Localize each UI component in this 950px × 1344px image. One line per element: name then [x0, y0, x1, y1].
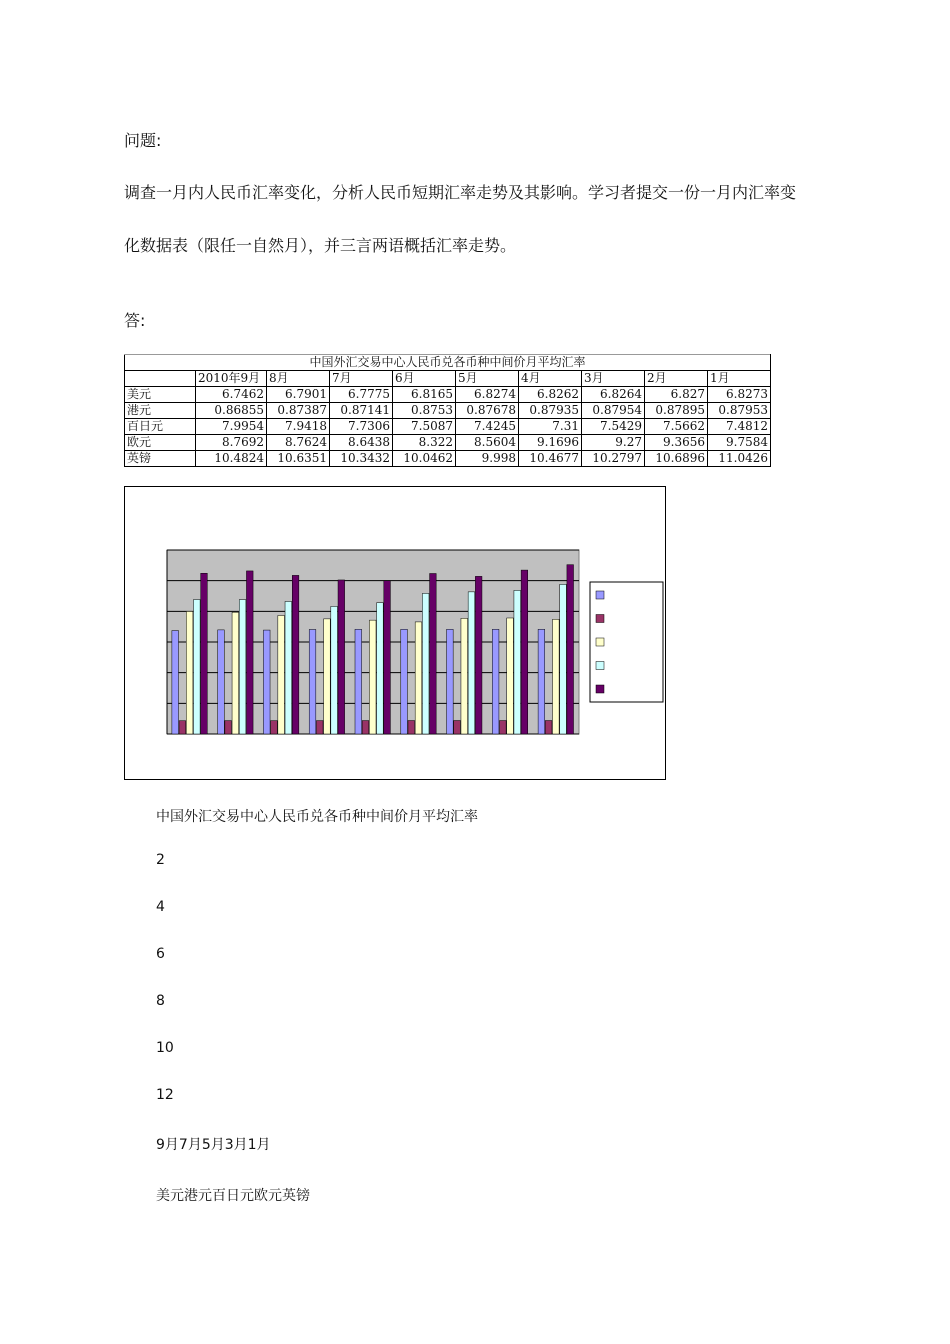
legend-swatch	[596, 662, 604, 670]
table-row	[125, 451, 771, 467]
bar	[355, 629, 362, 734]
legend-swatch	[596, 638, 604, 646]
table-cell: 7.5429	[582, 419, 645, 435]
table-row	[125, 403, 771, 419]
bar	[239, 600, 246, 734]
bar	[545, 721, 552, 734]
table-header-cell: 1月	[708, 371, 771, 387]
bar	[263, 630, 270, 734]
table-cell: 6.827	[645, 387, 708, 403]
table-cell: 8.5604	[456, 435, 519, 451]
table-cell: 9.998	[456, 451, 519, 467]
table-cell: 6.8264	[582, 387, 645, 403]
table-cell: 7.31	[519, 419, 582, 435]
table-header-cell: 7月	[330, 371, 393, 387]
bar	[179, 721, 186, 734]
table-cell: 10.4824	[196, 451, 267, 467]
legend-swatch	[596, 685, 604, 693]
table-cell: 8.322	[393, 435, 456, 451]
table-cell: 6.8262	[519, 387, 582, 403]
table-cell: 6.8273	[708, 387, 771, 403]
bar	[186, 611, 193, 734]
table-cell: 7.7306	[330, 419, 393, 435]
table-cell: 10.0462	[393, 451, 456, 467]
tick-text: 2	[156, 852, 165, 868]
bar	[553, 619, 560, 734]
bar	[560, 584, 567, 734]
table-cell: 8.7692	[196, 435, 267, 451]
table-cell: 7.5662	[645, 419, 708, 435]
table-cell: 11.0426	[708, 451, 771, 467]
row-label: 百日元	[125, 419, 196, 435]
question-line-1: 调查一月内人民币汇率变化，分析人民币短期汇率走势及其影响。学习者提交一份一月内汇率变	[124, 183, 797, 202]
x-labels-text: 9月7月5月3月1月	[156, 1137, 271, 1153]
answer-heading: 答:	[124, 311, 146, 330]
bar	[422, 593, 429, 734]
bar	[454, 721, 461, 734]
bar	[218, 630, 225, 734]
bar-chart	[125, 487, 665, 779]
bar	[408, 721, 415, 734]
bar	[193, 600, 200, 734]
table-cell: 10.3432	[330, 451, 393, 467]
bar	[316, 721, 323, 734]
bar	[567, 565, 574, 734]
chart-frame	[124, 486, 666, 780]
table-cell: 0.87895	[645, 403, 708, 419]
bar	[468, 592, 475, 734]
bar	[521, 570, 528, 734]
table-cell: 6.8274	[456, 387, 519, 403]
table-header-cell: 6月	[393, 371, 456, 387]
table-cell: 6.7901	[267, 387, 330, 403]
table-cell: 9.7584	[708, 435, 771, 451]
table-header-cell: 2月	[645, 371, 708, 387]
bar	[324, 619, 331, 734]
table-header-cell: 4月	[519, 371, 582, 387]
table-cell: 0.86855	[196, 403, 267, 419]
table-header-cell: 3月	[582, 371, 645, 387]
table-cell: 0.8753	[393, 403, 456, 419]
table-cell: 7.4245	[456, 419, 519, 435]
table-cell: 0.87954	[582, 403, 645, 419]
tick-text: 4	[156, 899, 165, 915]
bar	[362, 721, 369, 734]
table-cell: 7.5087	[393, 419, 456, 435]
table-row	[125, 419, 771, 435]
bar	[514, 590, 521, 734]
question-line-2: 化数据表（限任一自然月），并三言两语概括汇率走势。	[124, 236, 517, 255]
table-cell: 9.1696	[519, 435, 582, 451]
legend-names-text: 美元港元百日元欧元英镑	[156, 1188, 310, 1204]
table-cell: 0.87935	[519, 403, 582, 419]
bar	[232, 612, 239, 734]
table-cell: 0.87141	[330, 403, 393, 419]
table-header-cell: 5月	[456, 371, 519, 387]
table-header-cell: 2010年9月	[196, 371, 267, 387]
bar	[331, 606, 338, 734]
bar	[475, 576, 482, 734]
table-cell: 7.9418	[267, 419, 330, 435]
table-cell: 6.8165	[393, 387, 456, 403]
bar	[401, 629, 408, 734]
legend-swatch	[596, 615, 604, 623]
table-header-cell: 8月	[267, 371, 330, 387]
bar	[285, 601, 292, 734]
bar	[492, 629, 499, 734]
table-cell: 10.4677	[519, 451, 582, 467]
table-cell: 0.87678	[456, 403, 519, 419]
tick-text: 10	[156, 1040, 174, 1056]
bar	[461, 618, 468, 734]
table-cell: 0.87387	[267, 403, 330, 419]
table-cell: 9.3656	[645, 435, 708, 451]
bar	[246, 571, 253, 734]
bar	[172, 631, 179, 734]
bar	[384, 581, 391, 734]
bar	[430, 573, 437, 734]
table-cell: 6.7462	[196, 387, 267, 403]
table-row	[125, 387, 771, 403]
table-row	[125, 435, 771, 451]
tick-text: 6	[156, 946, 165, 962]
bar	[377, 603, 384, 734]
question-heading: 问题:	[124, 131, 162, 150]
table-cell: 8.7624	[267, 435, 330, 451]
bar	[292, 575, 299, 734]
table-cell: 10.2797	[582, 451, 645, 467]
bar	[201, 573, 208, 734]
legend-swatch	[596, 591, 604, 599]
table-cell: 0.87953	[708, 403, 771, 419]
bar	[500, 721, 507, 734]
table-cell: 6.7775	[330, 387, 393, 403]
table-corner-cell	[125, 371, 196, 387]
bar	[271, 721, 278, 734]
bar	[278, 615, 285, 734]
exchange-rate-table	[124, 354, 771, 473]
row-label: 英镑	[125, 451, 196, 467]
table-header-row	[125, 371, 771, 387]
table-cell: 7.4812	[708, 419, 771, 435]
bar	[225, 721, 232, 734]
bar	[369, 620, 376, 734]
row-label: 欧元	[125, 435, 196, 451]
bar	[309, 629, 316, 734]
table-spacer	[125, 467, 771, 474]
bar	[415, 622, 422, 734]
chart-title-text: 中国外汇交易中心人民币兑各币种中间价月平均汇率	[156, 809, 478, 825]
tick-text: 12	[156, 1087, 174, 1103]
bar	[447, 629, 454, 734]
table-cell: 9.27	[582, 435, 645, 451]
table-cell: 10.6351	[267, 451, 330, 467]
row-label: 美元	[125, 387, 196, 403]
bar	[338, 580, 345, 734]
tick-text: 8	[156, 993, 165, 1009]
row-label: 港元	[125, 403, 196, 419]
table-cell: 7.9954	[196, 419, 267, 435]
table-cell: 8.6438	[330, 435, 393, 451]
bar	[538, 629, 545, 734]
table-cell: 10.6896	[645, 451, 708, 467]
table-title: 中国外汇交易中心人民币兑各币种中间价月平均汇率	[125, 355, 771, 371]
bar	[507, 618, 514, 734]
